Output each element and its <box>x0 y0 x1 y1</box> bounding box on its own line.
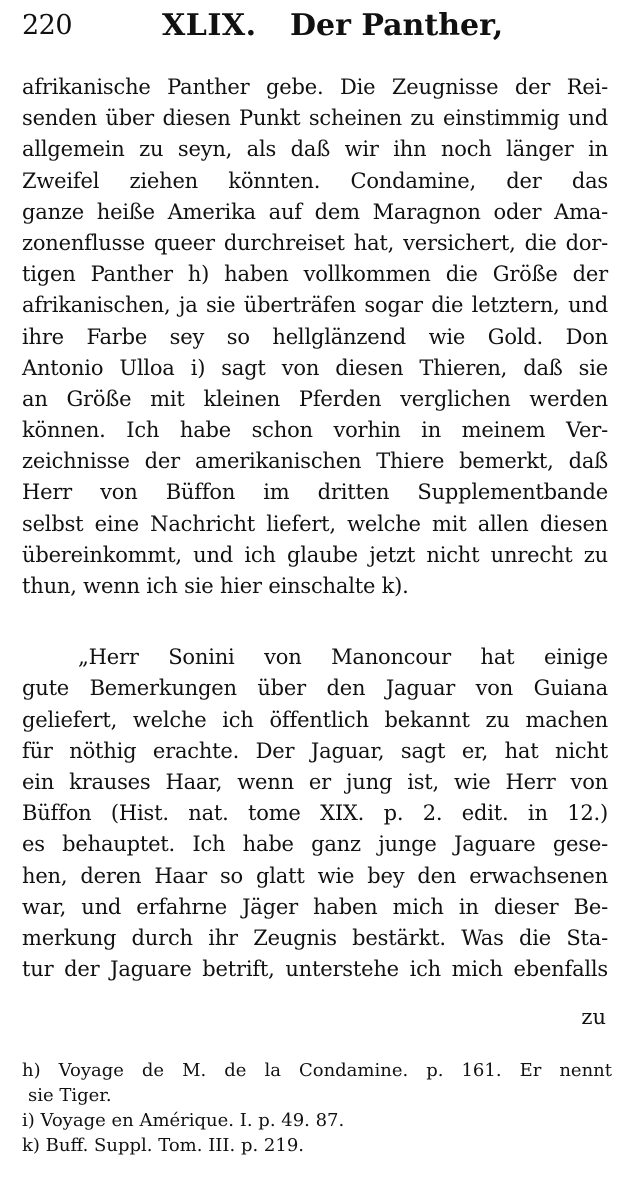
text-line: thun, wenn ich sie hier einschalte k). <box>22 574 409 598</box>
footnotes <box>22 1058 612 1158</box>
text-line: tigen Panther h) haben vollkommen die Größe der <box>22 262 608 287</box>
text-line: übereinkommt, und ich glaube jetzt nicht unrecht zu <box>22 542 608 567</box>
text-line: merkung durch ihr Zeugnis bestärkt. Was die Sta- <box>22 925 608 950</box>
text-line: Büffon (Hist. nat. tome XIX. p. 2. edit. in 12.) <box>22 801 608 826</box>
text-line: „Herr Sonini von Manoncour hat einige <box>78 645 608 670</box>
chapter-number: XLIX. <box>162 8 257 43</box>
footnote-i: i) Voyage en Amérique. I. p. 49. 87. <box>22 1110 345 1131</box>
text-line: afrikanischen, ja sie überträfen sogar die letztern, und <box>22 293 608 318</box>
paragraph-1 <box>22 72 608 602</box>
text-line: senden über diesen Punkt scheinen zu einstimmig und <box>22 106 608 131</box>
text-line: Herr von Büffon im dritten Supplementbande <box>22 480 608 505</box>
text-line: Antonio Ulloa i) sagt von diesen Thieren, daß sie <box>22 355 608 380</box>
text-line: hen, deren Haar so glatt wie bey den erwachsenen <box>22 863 608 888</box>
catchword: zu <box>581 1005 606 1029</box>
text-line: an Größe mit kleinen Pferden verglichen werden <box>22 386 608 411</box>
chapter-title: Der Panther, <box>290 8 504 43</box>
page-header <box>22 6 612 50</box>
text-line: allgemein zu seyn, als daß wir ihn noch länger in <box>22 137 608 162</box>
footnote-h: h) Voyage de M. de la Condamine. p. 161. Er nennt <box>22 1060 612 1081</box>
text-line: ein krauses Haar, wenn er jung ist, wie Herr von <box>22 769 608 794</box>
text-line: können. Ich habe schon vorhin in meinem Ver- <box>22 418 608 443</box>
text-line: zonenflusse queer durchreiset hat, versichert, die dor- <box>22 230 608 255</box>
text-line: selbst eine Nachricht liefert, welche mit allen diesen <box>22 511 608 536</box>
text-line: Zweifel ziehen könnten. Condamine, der das <box>22 168 608 193</box>
text-line: zeichnisse der amerikanischen Thiere bemerkt, daß <box>22 449 608 474</box>
paragraph-gap <box>22 602 608 642</box>
text-line: war, und erfahrne Jäger haben mich in dieser Be- <box>22 894 608 919</box>
footnote-k: k) Buff. Suppl. Tom. III. p. 219. <box>22 1135 305 1156</box>
page-number: 220 <box>22 10 73 41</box>
text-line: geliefert, welche ich öffentlich bekannt zu machen <box>22 707 608 732</box>
text-line: gute Bemerkungen über den Jaguar von Guiana <box>22 676 608 701</box>
text-line: tur der Jaguare betrift, unterstehe ich mich ebenfalls <box>22 957 608 982</box>
body-text <box>22 72 608 985</box>
paragraph-2-quote <box>22 642 608 985</box>
text-line: ganze heiße Amerika auf dem Maragnon oder Ama- <box>22 199 608 224</box>
text-line: es behauptet. Ich habe ganz junge Jaguare gese- <box>22 832 608 857</box>
text-line: für nöthig erachte. Der Jaguar, sagt er, hat nicht <box>22 738 608 763</box>
footnote-h-continued: sie Tiger. <box>28 1085 112 1106</box>
text-line: afrikanische Panther gebe. Die Zeugnisse der Rei- <box>22 75 608 99</box>
text-line: ihre Farbe sey so hellglänzend wie Gold. Don <box>22 324 608 349</box>
